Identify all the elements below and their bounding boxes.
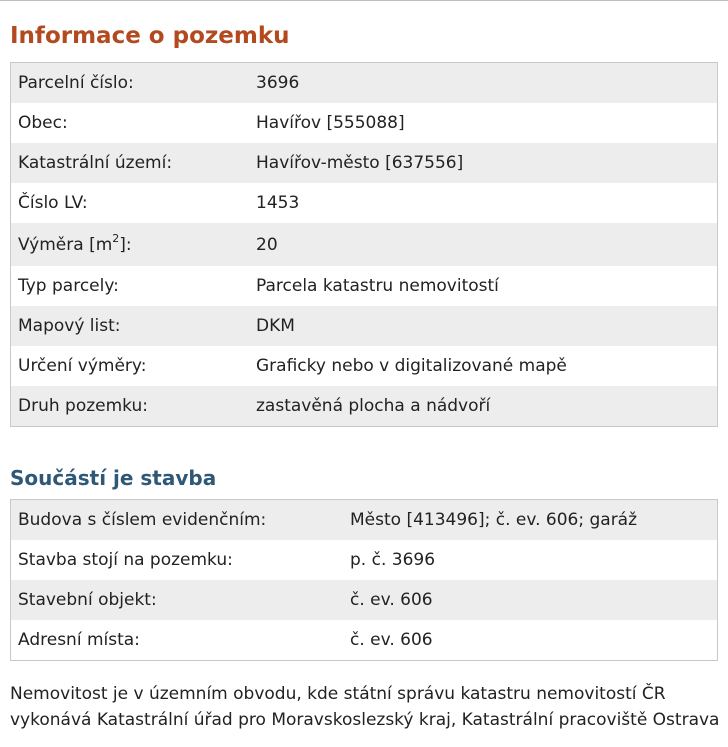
table-row-lv-number: [11, 183, 717, 223]
table-row-land-type: [11, 386, 717, 426]
parcel-info-table: [10, 62, 718, 427]
table-row-building-on-parcel: [11, 540, 717, 580]
row-value: 1453: [256, 193, 300, 213]
row-label: Stavební objekt:: [18, 590, 157, 610]
row-value: 3696: [256, 73, 300, 93]
row-label: Obec:: [18, 113, 68, 133]
section-title-parcel-info: Informace o pozemku: [10, 23, 290, 49]
table-row-address-points: [11, 620, 717, 660]
table-row-map-sheet: [11, 306, 717, 346]
cadastral-office-note: Nemovitost je v územním obvodu, kde státní správu katastru nemovitostí ČR vykonává Katastrální úřad pro Moravskoslezský kraj, Katastrální pracoviště Ostrava: [10, 684, 720, 730]
row-value: Město [413496]; č. ev. 606; garáž: [350, 510, 638, 530]
row-value: č. ev. 606: [350, 590, 433, 610]
table-row-building-number: [11, 500, 717, 540]
row-value: p. č. 3696: [350, 550, 436, 570]
table-row-building-object: [11, 580, 717, 620]
table-row-parcel-type: [11, 266, 717, 306]
section-title-building: Součástí je stavba: [10, 466, 217, 490]
row-value: Graficky nebo v digitalizované mapě: [256, 356, 567, 376]
row-label: Budova s číslem evidenčním:: [18, 510, 267, 530]
row-value: DKM: [256, 316, 295, 336]
row-label: Stavba stojí na pozemku:: [18, 550, 233, 570]
table-row-municipality: [11, 103, 717, 143]
row-label: Číslo LV:: [18, 193, 88, 213]
row-label: Typ parcely:: [18, 276, 119, 296]
row-value: Havířov [555088]: [256, 113, 405, 133]
row-label: Parcelní číslo:: [18, 73, 134, 93]
row-value: č. ev. 606: [350, 630, 433, 650]
row-label: Adresní místa:: [18, 630, 140, 650]
row-value: 20: [256, 234, 278, 255]
row-value: Havířov-město [637556]: [256, 153, 464, 173]
row-label: Katastrální území:: [18, 153, 173, 173]
row-label: Určení výměry:: [18, 356, 147, 376]
table-row-area: [11, 223, 717, 266]
row-label: Druh pozemku:: [18, 396, 148, 416]
row-label-area: Výměra $[m^2]$:: [18, 231, 132, 255]
table-row-area-determination: [11, 346, 717, 386]
table-row-cadastral-area: [11, 143, 717, 183]
table-row-parcel-number: [11, 63, 717, 103]
building-table: [10, 499, 718, 661]
row-value: Parcela katastru nemovitostí: [256, 276, 499, 296]
row-value: zastavěná plocha a nádvoří: [256, 396, 491, 416]
row-label: Mapový list:: [18, 316, 121, 336]
